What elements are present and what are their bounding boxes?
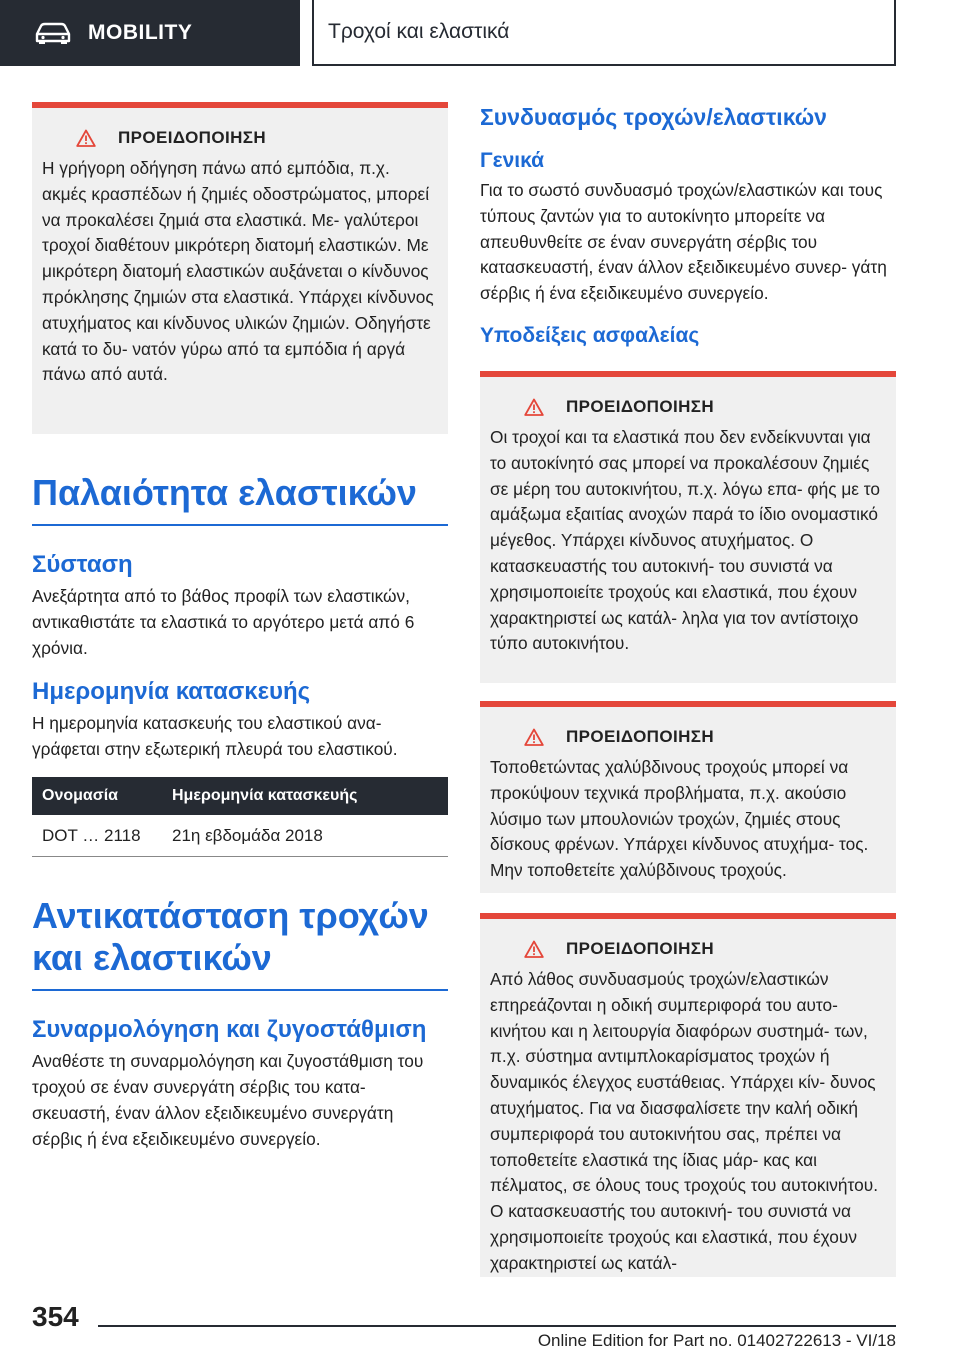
manufacture-date-text: Η ημερομηνία κατασκευής του ελαστικού ανα- γράφεται στην εξωτερική πλευρά του ελαστικού. (32, 713, 398, 760)
warning-title: ΠΡΟΕΙΔΟΠΟΙΗΣΗ (118, 128, 267, 147)
warning-text: Οι τροχοί και τα ελαστικά που δεν ενδείκνυνται για το αυτοκίνητό σας μπορεί να προκαλέσουν ζημιές σε μέρη του αυτοκινήτου, π.χ. λόγω επα- φής με το αμάξωμα εξαιτίας ανοχών παρά το ίδιο ονομαστικό μέγεθος. Υπάρχει κίνδυνος ατυχήματος. Ο κατασκευαστής του αυτοκινή- του συνιστά να χρησιμοποιείτε τροχούς και ελαστικά, που έχουν χαρακτηριστεί ως κατάλ- ληλα για τον αντίστοιχο τύπο αυτοκινήτου. (490, 426, 880, 654)
subheading-safety: Υποδείξεις ασφαλείας (480, 323, 700, 347)
page-header (0, 0, 960, 66)
page-number: 354 (32, 1301, 79, 1332)
warning-box (480, 701, 896, 893)
warning-triangle-icon (524, 940, 544, 958)
warning-header (42, 128, 438, 148)
warning-text: Τοποθετώντας χαλύβδινους τροχούς μπορεί να προκύψουν τεχνικά προβλήματα, π.χ. ακούσιο λύσιμο των μπουλονιών τροχών, ζημιές στους δίσκους φρένων. Υπάρχει κίνδυνος ατυχήμα- τος. Μην τοποθετείτε χαλύβδινους τροχούς. (490, 756, 869, 881)
right-column (480, 102, 896, 1277)
table-header-row (32, 777, 448, 815)
warning-title: ΠΡΟΕΙΔΟΠΟΙΗΣΗ (566, 726, 715, 746)
warning-title: ΠΡΟΕΙΔΟΠΟΙΗΣΗ (566, 396, 715, 416)
subheading-mounting: Συναρμολόγηση και ζυγοστάθμιση (32, 1016, 427, 1044)
page-footer (0, 1295, 960, 1362)
subheading-general: Γενικά (480, 149, 545, 172)
warning-triangle-icon (524, 398, 544, 416)
recommendation-text: Ανεξάρτητα από το βάθος προφίλ των ελαστικών, αντικαθιστάτε τα ελαστικά το αργότερο μετά από 6 χρόνια. (32, 586, 415, 658)
warning-title: ΠΡΟΕΙΔΟΠΟΙΗΣΗ (566, 938, 715, 958)
warning-header (490, 397, 886, 417)
warning-header (490, 727, 886, 747)
warning-triangle-icon (524, 728, 544, 746)
manufacture-date-table (32, 777, 448, 858)
chapter-title: Τροχοί και ελαστικά (312, 0, 896, 66)
warning-box (480, 371, 896, 683)
left-column (32, 102, 448, 1153)
table-cell: 21η εβδομάδα 2018 (162, 815, 448, 857)
table-row (32, 815, 448, 857)
section-heading-tire-age: Παλαιότητα ελαστικών (32, 472, 448, 526)
car-icon (34, 21, 72, 45)
section-heading-replacement: Αντικατάσταση τροχών και ελαστικών (32, 895, 448, 991)
footer-divider (98, 1325, 896, 1327)
warning-box (32, 102, 448, 434)
edition-info: Online Edition for Part no. 01402722613 - VI/18 (537, 1331, 896, 1350)
mounting-text: Αναθέστε τη συναρμολόγηση και ζυγοστάθμιση του τροχού σε έναν συνεργάτη σέρβις του κατα- σκευαστή, έναν άλλον εξειδικευμένο συνεργάτη σέρβις ή ένα εξειδικευμένο συνεργείο. (32, 1051, 424, 1149)
section-tab[interactable] (0, 0, 300, 66)
subheading-recommendation: Σύσταση (32, 551, 133, 578)
warning-text: Από λάθος συνδυασμούς τροχών/ελαστικών επηρεάζονται η οδική συμπεριφορά του αυτο- κινήτου και η λειτουργία διαφόρων συστημά- των, π.χ. σύστημα αντιμπλοκαρίσματος τροχών ή δυναμικός έλεγχος ευστάθειας. Υπάρχει κίν- δυνος ατυχήματος. Για να διασφαλίσετε την καλή οδική συμπεριφορά του αυτοκινήτου σας, πρέπει να τοποθετείτε ελαστικά της ίδιας μάρ- κας και πέλματος, σε όλους τους τροχούς του αυτοκινήτου. Ο κατασκευαστής του αυτοκινή- του συνιστά να χρησιμοποιείτε τροχούς και ελαστικά, που έχουν χαρακτηριστεί ως κατάλ- (490, 968, 878, 1273)
warning-header (490, 939, 886, 959)
warning-box (480, 913, 896, 1277)
general-text: Για το σωστό συνδυασμό τροχών/ελαστικών και τους τύπους ζαντών για το αυτοκίνητο μπορείτε να απευθυνθείτε σε έναν συνεργάτη σέρβις του κατασκευαστή, έναν άλλον εξειδικευμένο συνερ- γάτη σέρβις ή ένα εξειδικευμένο συνεργείο. (480, 180, 887, 304)
table-cell: DOT … 2118 (32, 815, 162, 857)
table-header-cell: Ονομασία (32, 777, 162, 815)
warning-triangle-icon (76, 129, 96, 147)
section-heading-combination: Συνδυασμός τροχών/ελαστικών (480, 104, 827, 130)
table-header-cell: Ημερομηνία κατασκευής (162, 777, 448, 815)
subheading-manufacture-date: Ημερομηνία κατασκευής (32, 678, 311, 706)
section-label: MOBILITY (88, 21, 193, 44)
warning-text: Η γρήγορη οδήγηση πάνω από εμπόδια, π.χ. ακμές κρασπέδων ή ζημιές οδοστρώματος, μπορεί να προκαλέσει ζημιά στα ελαστικά. Με- γαλύτεροι τροχοί διαθέτουν μικρότερη διατομή ελαστικών. Με μικρότερη διατομή ελαστικών αυξάνεται ο κίνδυνος πρόκλησης ζημιών στα ελαστικά. Υπάρχει κίνδυνος ατυχήματος και κίνδυνος υλικών ζημιών. Οδηγήστε κατά το δυ- νατόν γύρω από τα εμπόδια ή αργά πάνω από αυτά. (42, 158, 434, 385)
